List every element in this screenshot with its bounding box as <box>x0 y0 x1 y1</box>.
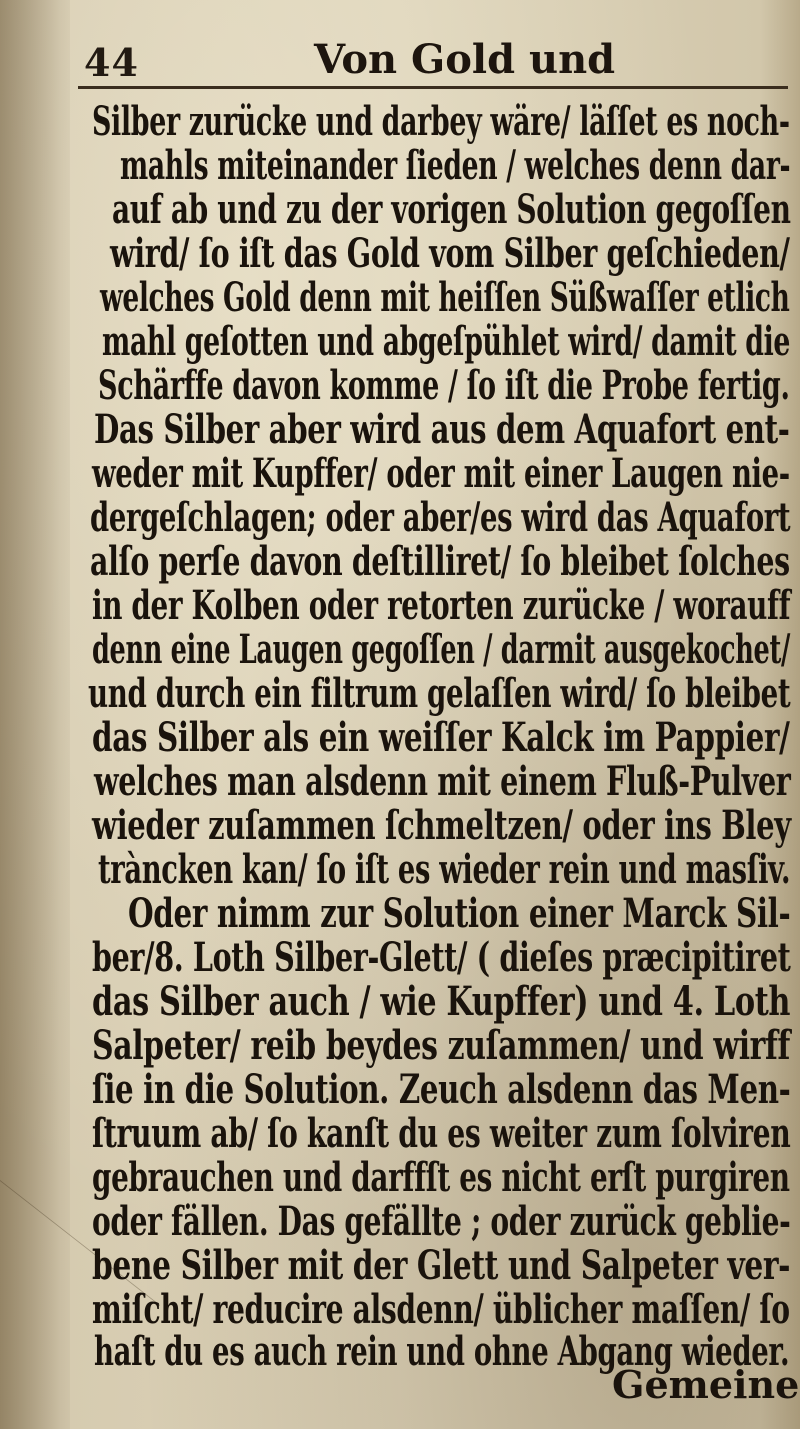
text-line: oder fällen. Das gefällte ; oder zurück geblie- <box>92 1198 791 1245</box>
text-line: mahls miteinander ſieden / welches denn dar- <box>120 142 791 189</box>
text-line: ſie in die Solution. Zeuch alsdenn das Men- <box>92 1066 791 1113</box>
text-line: weder mit Kupffer/ oder mit einer Laugen nie- <box>92 450 790 497</box>
text-line: welches Gold denn mit heiſſen Süßwaſſer etlich <box>100 274 790 321</box>
text-line: miſcht/ reducire alsdenn/ üblicher maſſen/ ſo <box>92 1286 790 1333</box>
text-line: Schärffe davon komme / ſo iſt die Probe fertig. <box>98 362 790 409</box>
text-line: ſtruum ab/ ſo kanſt du es weiter zum ſolviren <box>92 1110 791 1157</box>
text-line: haſt du es auch rein und ohne Abgang wieder. <box>94 1328 790 1375</box>
text-line: alſo perſe davon deſtilliret/ ſo bleibet ſolches <box>90 538 790 585</box>
text-line: denn eine Laugen gegoſſen / darmit ausgekochet/ <box>92 626 790 673</box>
text-line: gebrauchen und darffſt es nicht erſt purgiren <box>92 1154 790 1201</box>
running-head: Von Gold und <box>314 36 616 83</box>
text-line: das Silber auch / wie Kupffer) und 4. Loth <box>92 978 791 1025</box>
text-line: tràncken kan/ ſo iſt es wieder rein und masſiv. <box>98 846 791 893</box>
text-line: in der Kolben oder retorten zurücke / worauff <box>92 582 791 629</box>
text-line: dergeſchlagen; oder aber/es wird das Aquafort <box>90 494 791 541</box>
text-line: wird/ ſo iſt das Gold vom Silber geſchieden/ <box>110 230 790 277</box>
text-line: bene Silber mit der Glett und Salpeter ver- <box>92 1242 791 1289</box>
text-line: Silber zurücke und darbey wäre/ läſſet es noch- <box>92 98 790 145</box>
text-line: das Silber als ein weiſſer Kalck im Pappier/ <box>92 714 790 761</box>
text-line: Salpeter/ reib beydes zuſammen/ und wirff <box>92 1022 791 1069</box>
text-line: wieder zuſammen ſchmeltzen/ oder ins Bley <box>92 802 791 849</box>
text-line: und durch ein filtrum gelaſſen wird/ ſo bleibet <box>88 670 791 717</box>
text-line: auf ab und zu der vorigen Solution gegoſſen <box>112 186 791 233</box>
text-line: Oder nimm zur Solution einer Marck Sil- <box>128 890 791 937</box>
text-line: mahl geſotten und abgeſpühlet wird/ damit die <box>102 318 791 365</box>
text-line: welches man alsdenn mit einem Fluß-Pulver <box>94 758 791 805</box>
catchword: Gemeine <box>612 1362 800 1407</box>
page-number: 44 <box>84 40 139 85</box>
text-line: Das Silber aber wird aus dem Aquafort ent- <box>94 406 790 453</box>
text-line: ber/8. Loth Silber-Glett/ ( dieſes præcipitiret <box>92 934 791 981</box>
